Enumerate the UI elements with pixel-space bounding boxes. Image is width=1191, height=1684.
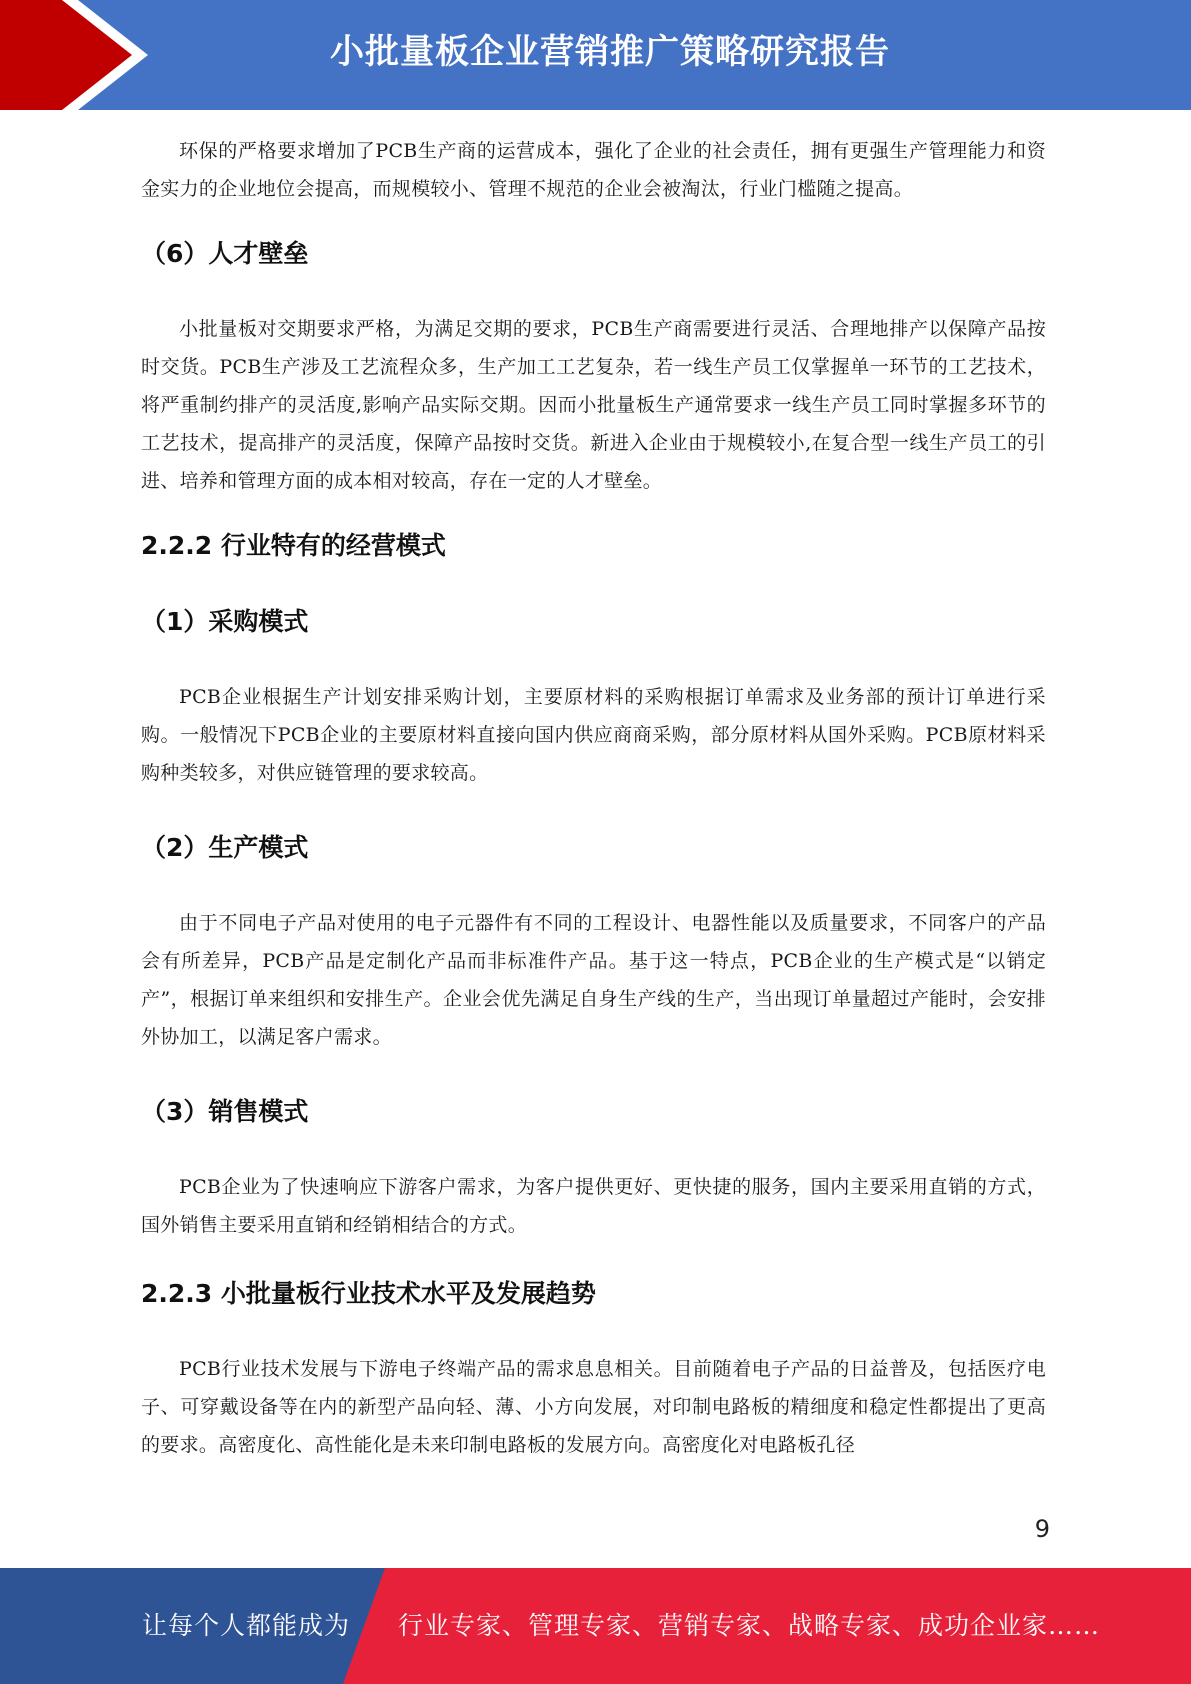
section-heading-2-2-2: 2.2.2 行业特有的经营模式 xyxy=(141,531,446,560)
report-title: 小批量板企业营销推广策略研究报告 xyxy=(330,32,890,72)
document-body xyxy=(141,132,1046,1464)
subheading-production-mode: （2）生产模式 xyxy=(141,833,309,862)
paragraph-environment: 环保的严格要求增加了PCB生产商的运营成本，强化了企业的社会责任，拥有更强生产管理能力和资金实力的企业地位会提高，而规模较小、管理不规范的企业会被淘汰，行业门槛随之提高。 xyxy=(141,140,1046,200)
page-footer xyxy=(0,1568,1191,1684)
footer-slogan-left: 让每个人都能成为 xyxy=(142,1611,351,1640)
section-heading-2-2-3: 2.2.3 小批量板行业技术水平及发展趋势 xyxy=(141,1279,596,1308)
subheading-sales-mode: （3）销售模式 xyxy=(141,1097,309,1126)
page-number: 9 xyxy=(1034,1515,1050,1543)
subheading-talent-barrier: （6）人才壁垒 xyxy=(141,239,309,268)
paragraph-production-mode: 由于不同电子产品对使用的电子元器件有不同的工程设计、电器性能以及质量要求，不同客户的产品会有所差异，PCB产品是定制化产品而非标准件产品。基于这一特点，PCB企业的生产模式是“以销定产”，根据订单来组织和安排生产。企业会优先满足自身生产线的生产，当出现订单量超过产能时，会安排外协加工，以满足客户需求。 xyxy=(141,912,1046,1048)
footer-slogan-right: 行业专家、管理专家、营销专家、战略专家、成功企业家…… xyxy=(398,1611,1101,1640)
paragraph-technology: PCB行业技术发展与下游电子终端产品的需求息息相关。目前随着电子产品的日益普及，包括医疗电子、可穿戴设备等在内的新型产品向轻、薄、小方向发展，对印制电路板的精细度和稳定性都提出了更高的要求。高密度化、高性能化是未来印制电路板的发展方向。高密度化对电路板孔径 xyxy=(141,1358,1046,1456)
paragraph-sales-mode: PCB企业为了快速响应下游客户需求，为客户提供更好、更快捷的服务，国内主要采用直销的方式，国外销售主要采用直销和经销相结合的方式。 xyxy=(141,1176,1046,1236)
paragraph-talent-barrier: 小批量板对交期要求严格，为满足交期的要求，PCB生产商需要进行灵活、合理地排产以保障产品按时交货。PCB生产涉及工艺流程众多，生产加工工艺复杂，若一线生产员工仅掌握单一环节的工艺技术，将严重制约排产的灵活度,影响产品实际交期。因而小批量板生产通常要求一线生产员工同时掌握多环节的工艺技术，提高排产的灵活度，保障产品按时交货。新进入企业由于规模较小,在复合型一线生产员工的引进、培养和管理方面的成本相对较高，存在一定的人才壁垒。 xyxy=(141,318,1046,492)
paragraph-purchase-mode: PCB企业根据生产计划安排采购计划，主要原材料的采购根据订单需求及业务部的预计订单进行采购。一般情况下PCB企业的主要原材料直接向国内供应商商采购，部分原材料从国外采购。PCB原材料采购种类较多，对供应链管理的要求较高。 xyxy=(141,686,1046,784)
subheading-purchase-mode: （1）采购模式 xyxy=(141,607,309,636)
page-header xyxy=(0,0,1191,110)
